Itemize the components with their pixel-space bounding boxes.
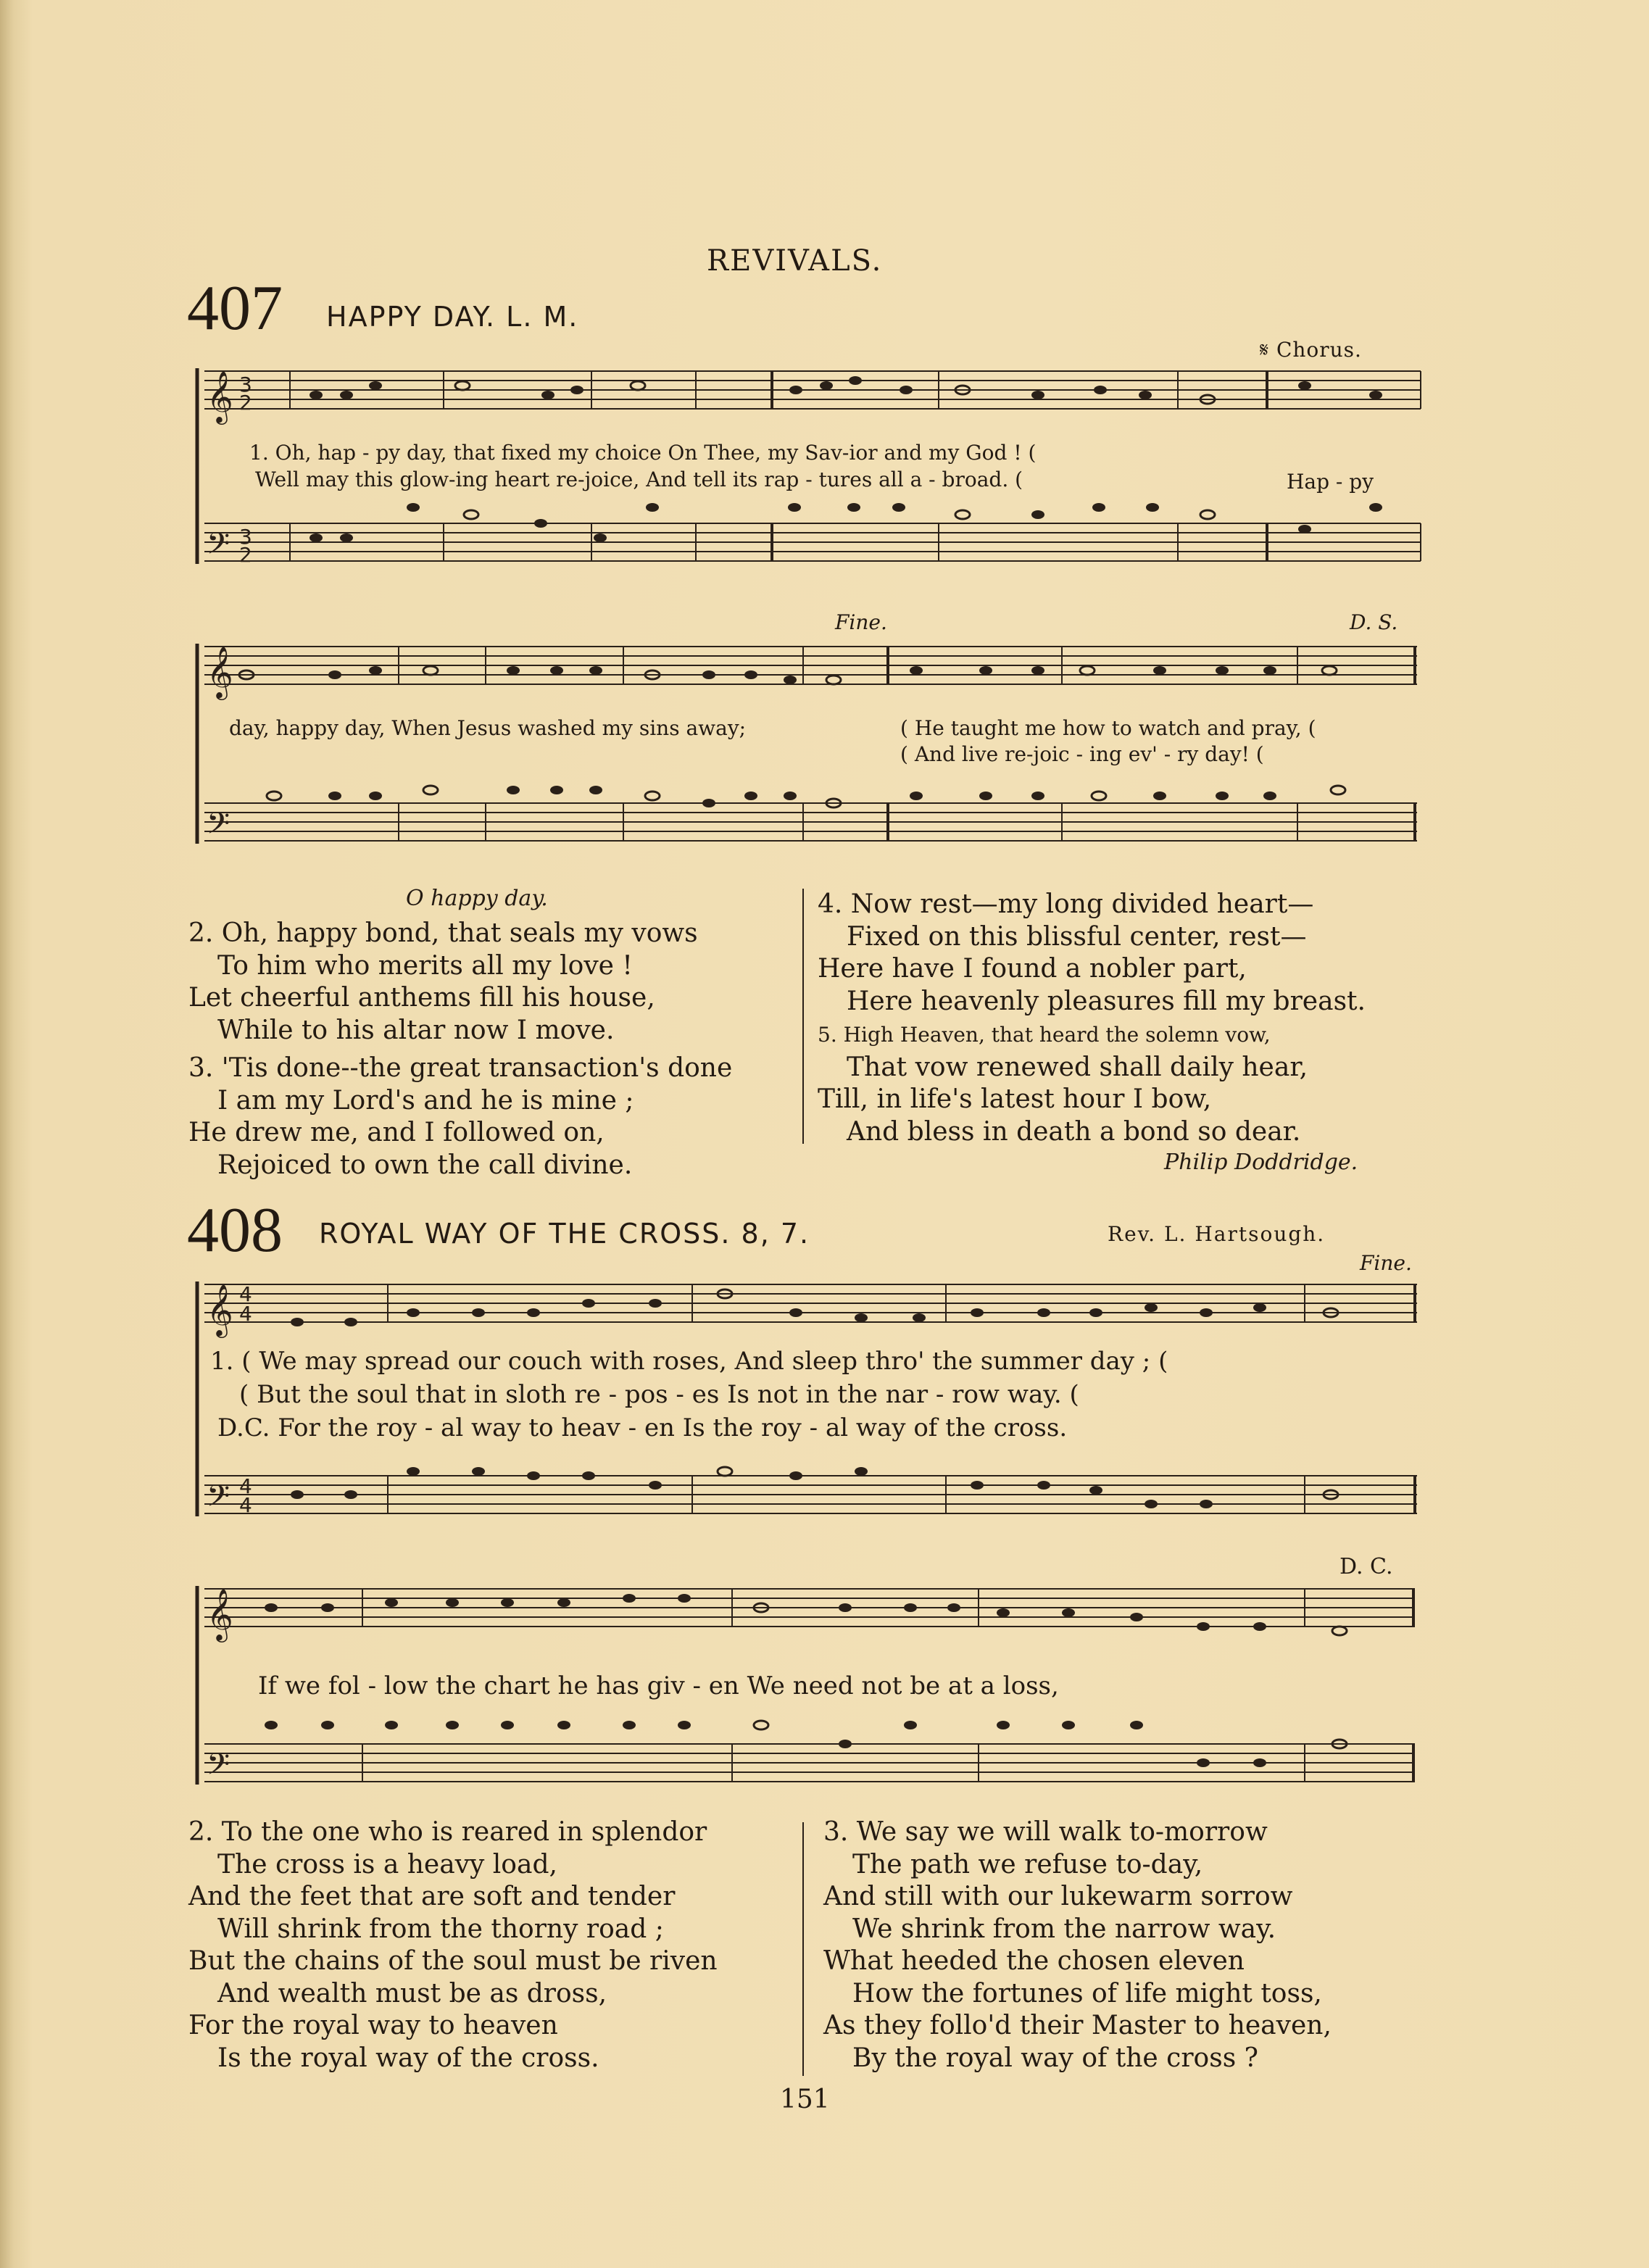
svg-text:𝄞: 𝄞 xyxy=(207,645,233,698)
verse-line: Will shrink from the thorny road ; xyxy=(217,1914,664,1944)
verse-line: We shrink from the narrow way. xyxy=(852,1914,1276,1944)
svg-text:4: 4 xyxy=(239,1302,252,1326)
verse-line: Here have I found a nobler part, xyxy=(818,954,1247,984)
hymn-408-composer: Rev. L. Hartsough. xyxy=(1108,1222,1326,1246)
hymn-407-ds-mark: D. S. xyxy=(1350,610,1398,634)
hymn-407-refrain-line-1: ( He taught me how to watch and pray, ( xyxy=(900,716,1316,740)
column-divider xyxy=(802,1822,804,2076)
section-heading: REVIVALS. xyxy=(707,244,883,278)
hymn-408-verse-2 xyxy=(188,1816,718,2074)
verse-line: As they follo'd their Master to heaven, xyxy=(823,2011,1332,2040)
svg-text:𝄢: 𝄢 xyxy=(207,1479,230,1521)
svg-text:3: 3 xyxy=(239,525,252,549)
svg-text:𝄢: 𝄢 xyxy=(207,526,230,568)
svg-text:𝄞: 𝄞 xyxy=(207,1283,233,1336)
verse-line: And bless in death a bond so dear. xyxy=(847,1116,1301,1147)
verse-line: I am my Lord's and he is mine ; xyxy=(217,1085,634,1116)
verse-line: And the feet that are soft and tender xyxy=(188,1882,676,1911)
hymn-407-refrain-lyric: day, happy day, When Jesus washed my sins away; xyxy=(229,716,747,740)
verse-line: But the chains of the soul must be riven xyxy=(188,1946,718,1976)
verse-line: How the fortunes of life might toss, xyxy=(852,1978,1322,2009)
verse-line: And wealth must be as dross, xyxy=(217,1978,607,2009)
verse-line: 3. 'Tis done--the great transaction's done xyxy=(188,1053,733,1083)
hymn-407-chorus-start: Hap - py xyxy=(1287,470,1374,494)
svg-text:4: 4 xyxy=(239,1282,252,1306)
svg-text:2: 2 xyxy=(239,543,252,567)
verse-line: Rejoiced to own the call divine. xyxy=(217,1150,633,1180)
verse-line: The path we refuse to-day, xyxy=(852,1849,1203,1879)
hymn-407-fine-mark: Fine. xyxy=(835,610,887,634)
hymn-407-refrain-line-2: ( And live re-joic - ing ev' - ry day! ( xyxy=(900,742,1264,766)
svg-text:𝄞: 𝄞 xyxy=(207,1587,233,1640)
hymn-407-title: HAPPY DAY. L. M. xyxy=(326,301,579,333)
verse-line: Here heavenly pleasures fill my breast. xyxy=(847,986,1366,1016)
hymn-408-verse-3 xyxy=(823,1816,1332,2074)
verse-line: 2. To the one who is reared in splendor xyxy=(188,1817,707,1847)
hymn-408-lyric-line-2: ( But the soul that in sloth re - pos - es Is not in the nar - row way. ( xyxy=(239,1380,1079,1409)
hymn-407-lyric-line-2: Well may this glow-ing heart re-joice, And tell its rap - tures all a - broad. ( xyxy=(255,468,1023,491)
svg-text:4: 4 xyxy=(239,1493,252,1517)
hymn-407-number: 407 xyxy=(187,273,283,344)
hymn-408-lyric-line-1: 1. ( We may spread our couch with roses, And sleep thro' the summer day ; ( xyxy=(210,1347,1168,1376)
verse-line: 5. High Heaven, that heard the solemn vow, xyxy=(818,1023,1271,1047)
verse-line: And still with our lukewarm sorrow xyxy=(823,1882,1293,1911)
verse-line: By the royal way of the cross ? xyxy=(852,2043,1258,2073)
verse-line: The cross is a heavy load, xyxy=(217,1849,557,1879)
svg-text:𝄢: 𝄢 xyxy=(207,1747,230,1789)
hymn-408-dc-mark: D. C. xyxy=(1339,1554,1393,1579)
hymn-408-number: 408 xyxy=(187,1195,283,1266)
verse-line: Till, in life's latest hour I bow, xyxy=(818,1084,1212,1114)
page-number: 151 xyxy=(780,2085,830,2114)
verse-line: 2. Oh, happy bond, that seals my vows xyxy=(188,918,698,948)
svg-text:𝄞: 𝄞 xyxy=(207,370,233,423)
verse-line: He drew me, and I followed on, xyxy=(188,1118,605,1147)
verse-line: To him who merits all my love ! xyxy=(217,950,633,981)
svg-text:4: 4 xyxy=(239,1474,252,1498)
chorus-label: 𝄋 Chorus. xyxy=(1260,338,1362,362)
verse-line: Is the royal way of the cross. xyxy=(217,2043,599,2073)
svg-text:𝄢: 𝄢 xyxy=(207,806,230,848)
hymn-407-lyric-line-1: 1. Oh, hap - py day, that fixed my choice On Thee, my Sav-ior and my God ! ( xyxy=(249,441,1037,465)
hymn-408-lyric-line-3: D.C. For the roy - al way to heav - en Is the roy - al way of the cross. xyxy=(217,1413,1068,1442)
verse-line: 3. We say we will walk to-morrow xyxy=(823,1817,1268,1847)
svg-text:3: 3 xyxy=(239,373,252,396)
verse-line: Let cheerful anthems fill his house, xyxy=(188,983,655,1013)
hymn-407-author: Philip Doddridge. xyxy=(1164,1150,1358,1175)
verse-line: Fixed on this blissful center, rest— xyxy=(847,921,1307,952)
hymn-408-fine-mark: Fine. xyxy=(1360,1251,1412,1275)
verse-line: That vow renewed shall daily hear, xyxy=(847,1052,1308,1082)
hymn-407-caption: O happy day. xyxy=(406,886,548,911)
hymn-408-lyric-line-4: If we fol - low the chart he has giv - en We need not be at a loss, xyxy=(258,1671,1059,1700)
verse-line: While to his altar now I move. xyxy=(217,1015,615,1045)
verse-line: 4. Now rest—my long divided heart— xyxy=(818,889,1314,919)
verse-line: For the royal way to heaven xyxy=(188,2011,558,2040)
svg-text:2: 2 xyxy=(239,391,252,415)
verse-line: What heeded the chosen eleven xyxy=(823,1946,1245,1976)
hymn-408-title: ROYAL WAY OF THE CROSS. 8, 7. xyxy=(319,1218,810,1250)
